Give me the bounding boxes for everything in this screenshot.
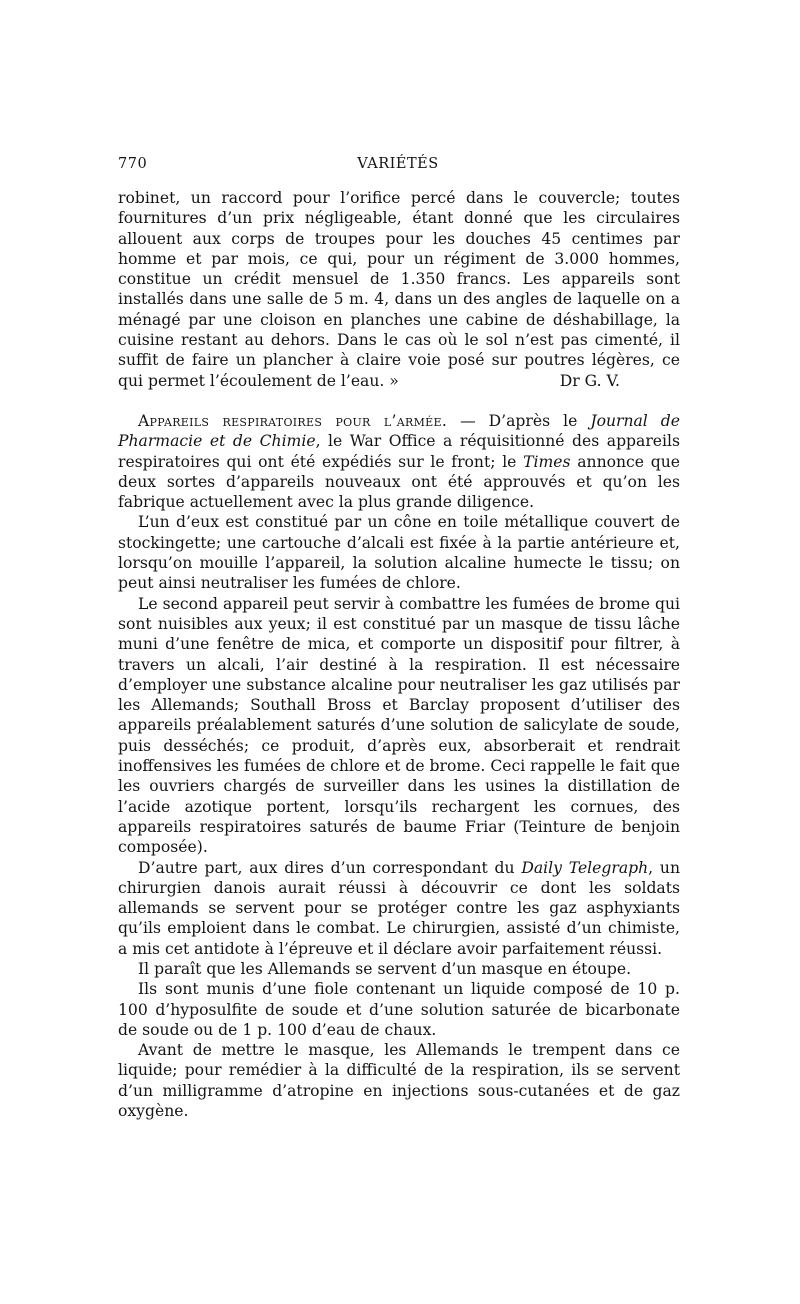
journal-title: Journal de Pharmacie et de Chimie [118, 411, 680, 451]
running-title: VARIÉTÉS [357, 156, 439, 172]
p4-text-a: D’autre part, aux dires d’un correspondant du [138, 858, 522, 877]
intro-text-c: annonce que deux sortes d’appareils nouveaux ont été approuvés et qu’on les fabrique actuellement avec la plus grande diligence. [118, 452, 680, 512]
paragraph-second-device: Le second appareil peut servir à combattre les fumées de brome qui sont nuisibles aux yeux; il est constitué par un masque de tissu lâche muni d’une fenêtre de mica, et comporte un dispositif pour filtrer, à travers un alcali, l’air destiné à la respiration. Il est nécessaire d’employer une substance alcaline pour neutraliser les gaz utilisés par les Allemands; Southall Bross et Barclay proposent d’utiliser des appareils préalablement saturés d’une solution de salicylate de soude, puis desséchés; ce produit, d’après eux, absorberait et rendrait inoffensives les fumées de chlore et de brome. Ceci rappelle le fait que les ouvriers chargés de surveiller dans les usines la distillation de l’acide azotique portent, lorsqu’ils rechargent les cornues, des appareils respiratoires saturés de baume Friar (Teinture de benjoin composée). [118, 594, 680, 857]
article-intro [118, 411, 680, 512]
paragraph-danish-surgeon [118, 858, 680, 959]
paragraph-first-device: L’un d’eux est constitué par un cône en toile métallique couvert de stockingette; une cartouche d’alcali est fixée à la partie antérieure et, lorsqu’on mouille l’appareil, la solution alcaline humecte le tissu; on peut ainsi neutraliser les fumées de chlore. [118, 513, 680, 593]
signature: Dr G. V. [559, 371, 620, 390]
page-number: 770 [118, 156, 148, 172]
p4-text-b: , un chirurgien danois aurait réussi à découvrir ce dont les soldats allemands se servent pour se protéger contre les gaz asphyxiants qu’ils emploient dans le combat. Le chirurgien, assisté d’un chimiste, a mis cet antidote à l’épreuve et il déclare avoir parfaitement réussi. [118, 858, 680, 958]
paragraph-continuation [118, 188, 680, 391]
section-gap [118, 391, 680, 411]
page-header [118, 156, 688, 176]
paragraph-text: robinet, un raccord pour l’orifice percé dans le couvercle; toutes fournitures d’un prix négligeable, étant donné que les circulaires allouent aux corps de troupes pour les douches 45 centimes par homme et par mois, ce qui, pour un régiment de 3.000 hommes, constitue un crédit mensuel de 1.350 francs. Les appareils sont installés dans une salle de 5 m. 4, dans un des angles de laquelle on a ménagé par une cloison en planches une cabine de déshabillage, la cuisine restant au dehors. Dans le cas où le sol n’est pas cimenté, il suffit de faire un plancher à claire voie posé sur poutres légères, ce qui permet l’écoulement de l’eau. » [118, 189, 680, 390]
paragraph-atropine: Avant de mettre le masque, les Allemands le trempent dans ce liquide; pour remédier à la difficulté de la respiration, ils se servent d’un milligramme d’atropine en injections sous-cutanées et de gaz oxygène. [118, 1041, 680, 1121]
article-heading: Appareils respiratoires pour l’armée. [138, 411, 448, 430]
paragraph-mask: Il paraît que les Allemands se servent d’un masque en étoupe. [138, 959, 632, 978]
paragraph-vial: Ils sont munis d’une fiole contenant un liquide composé de 10 p. 100 d’hyposulfite de soude et d’une solution saturée de bicarbonate de soude ou de 1 p. 100 d’eau de chaux. [118, 980, 680, 1039]
times-title: Times [523, 452, 571, 471]
newspaper-title: Daily Telegraph [521, 858, 649, 877]
page-body [118, 188, 680, 1121]
intro-text-b: , le War Office a réquisitionné des appareils respiratoires qui ont été expédiés sur le front; le [118, 432, 680, 471]
intro-text-a: — D’après le [447, 411, 591, 430]
